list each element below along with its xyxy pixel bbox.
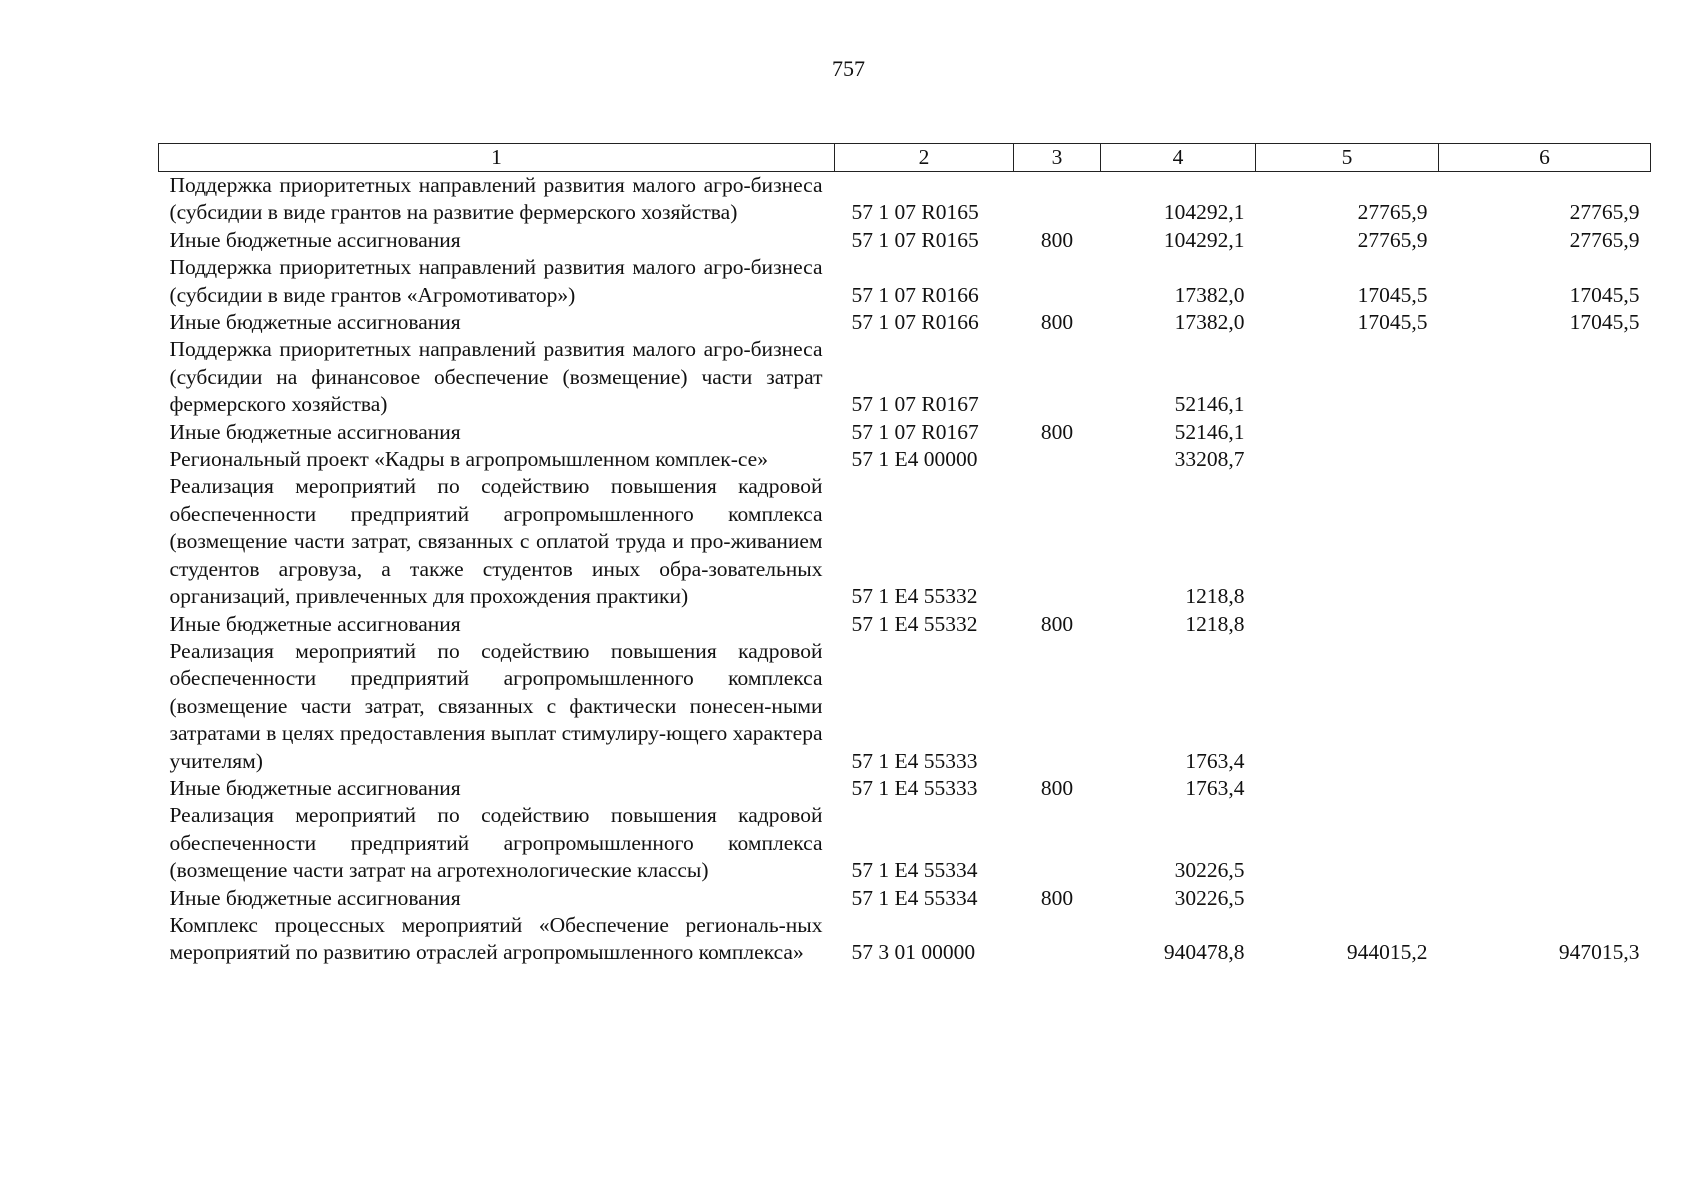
header-col-6: 6 <box>1439 144 1651 172</box>
row-name-cell: Иные бюджетные ассигнования <box>169 227 461 252</box>
row-name-cell: Иные бюджетные ассигнования <box>169 885 461 910</box>
row-amount-col5-cell <box>1256 336 1439 418</box>
table-row <box>159 309 1651 336</box>
row-expense-type-cell: 800 <box>1040 310 1074 335</box>
row-expense-type-cell: 800 <box>1040 885 1074 910</box>
row-amount-col4-cell: 1763,4 <box>1185 775 1245 800</box>
row-code-cell: 57 1 Е4 55334 <box>851 858 978 883</box>
row-amount-col6-cell: 17045,5 <box>1569 310 1640 335</box>
row-code-cell: 57 1 Е4 55332 <box>851 584 978 609</box>
row-amount-col6-cell <box>1439 802 1651 884</box>
table-row <box>159 172 1651 227</box>
table-row <box>159 912 1651 967</box>
row-amount-col6-cell: 27765,9 <box>1569 227 1640 252</box>
row-name-cell: Региональный проект «Кадры в агропромышленном комплек-се» <box>169 447 768 472</box>
row-amount-col4-cell: 30226,5 <box>1174 885 1245 910</box>
header-col-4: 4 <box>1101 144 1256 172</box>
header-col-3: 3 <box>1014 144 1101 172</box>
row-name-cell: Реализация мероприятий по содействию повышения кадровой обеспеченности предприятий агропромышленного комплекса (возмещение части затрат, связанных с фактически понесен-ными затратами в целях предоставления выплат стимулиру-ющего характера учителям) <box>169 638 823 773</box>
row-amount-col5-cell <box>1256 775 1439 802</box>
row-expense-type-cell <box>1014 473 1101 610</box>
table-row <box>159 473 1651 610</box>
row-amount-col5-cell: 27765,9 <box>1357 227 1428 252</box>
table-row <box>159 227 1651 254</box>
row-amount-col4-cell: 52146,1 <box>1174 419 1245 444</box>
row-code-cell: 57 1 Е4 55334 <box>851 885 978 910</box>
table-row <box>159 254 1651 309</box>
row-code-cell: 57 1 Е4 55332 <box>851 611 978 636</box>
table-row <box>159 638 1651 775</box>
row-amount-col4-cell: 33208,7 <box>1174 447 1245 472</box>
row-amount-col5-cell <box>1256 473 1439 610</box>
table-body <box>159 172 1651 967</box>
table-row <box>159 802 1651 884</box>
row-amount-col6-cell <box>1439 473 1651 610</box>
row-amount-col5-cell <box>1256 419 1439 446</box>
row-expense-type-cell <box>1014 912 1101 967</box>
row-amount-col4-cell: 17382,0 <box>1174 310 1245 335</box>
row-amount-col5-cell <box>1256 611 1439 638</box>
row-code-cell: 57 1 07 R0167 <box>851 419 979 444</box>
row-expense-type-cell <box>1014 446 1101 473</box>
row-expense-type-cell <box>1014 802 1101 884</box>
row-code-cell: 57 1 07 R0166 <box>851 282 979 307</box>
table-row <box>159 419 1651 446</box>
row-amount-col5-cell <box>1256 446 1439 473</box>
row-amount-col5-cell <box>1256 638 1439 775</box>
row-amount-col4-cell: 1218,8 <box>1185 611 1245 636</box>
table-row <box>159 336 1651 418</box>
row-expense-type-cell <box>1014 336 1101 418</box>
row-code-cell: 57 1 07 R0166 <box>851 310 979 335</box>
row-amount-col4-cell: 52146,1 <box>1174 392 1245 417</box>
row-name-cell: Поддержка приоритетных направлений развития малого агро-бизнеса (субсидии в виде грантов на развитие фермерского хозяйства) <box>169 173 823 225</box>
row-amount-col5-cell <box>1256 802 1439 884</box>
row-amount-col6-cell <box>1439 775 1651 802</box>
row-name-cell: Реализация мероприятий по содействию повышения кадровой обеспеченности предприятий агропромышленного комплекса (возмещение части затрат, связанных с оплатой труда и про-живанием студентов агровуза, а также студентов иных обра-зовательных организаций, привлеченных для прохождения практики) <box>169 474 823 609</box>
table-row <box>159 446 1651 473</box>
row-name-cell: Иные бюджетные ассигнования <box>169 775 461 800</box>
row-name-cell: Поддержка приоритетных направлений развития малого агро-бизнеса (субсидии в виде грантов «Агромотиватор») <box>169 255 823 307</box>
row-code-cell: 57 1 07 R0167 <box>851 392 979 417</box>
row-expense-type-cell <box>1014 254 1101 309</box>
row-amount-col6-cell: 27765,9 <box>1569 200 1640 225</box>
row-code-cell: 57 3 01 00000 <box>851 940 976 965</box>
row-code-cell: 57 1 Е4 55333 <box>851 775 978 800</box>
row-name-cell: Иные бюджетные ассигнования <box>169 419 461 444</box>
row-name-cell: Реализация мероприятий по содействию повышения кадровой обеспеченности предприятий агропромышленного комплекса (возмещение части затрат на агротехнологические классы) <box>169 803 823 883</box>
table-row <box>159 885 1651 912</box>
row-amount-col4-cell: 940478,8 <box>1163 940 1245 965</box>
row-amount-col5-cell: 17045,5 <box>1357 282 1428 307</box>
row-amount-col6-cell <box>1439 611 1651 638</box>
row-amount-col4-cell: 30226,5 <box>1174 858 1245 883</box>
header-row <box>159 144 1651 172</box>
table-header <box>159 144 1651 172</box>
row-expense-type-cell <box>1014 172 1101 227</box>
row-amount-col4-cell: 17382,0 <box>1174 282 1245 307</box>
header-col-1: 1 <box>159 144 835 172</box>
row-amount-col6-cell <box>1439 419 1651 446</box>
table-row <box>159 775 1651 802</box>
row-code-cell: 57 1 Е4 00000 <box>851 447 978 472</box>
row-amount-col6-cell <box>1439 336 1651 418</box>
row-code-cell: 57 1 07 R0165 <box>851 200 979 225</box>
row-name-cell: Комплекс процессных мероприятий «Обеспечение региональ-ных мероприятий по развитию отраслей агропромышленного комплекса» <box>169 912 823 965</box>
row-name-cell: Поддержка приоритетных направлений развития малого агро-бизнеса (субсидии на финансовое обеспечение (возмещение) части затрат фермерского хозяйства) <box>169 337 823 417</box>
row-amount-col4-cell: 104292,1 <box>1163 227 1245 252</box>
row-name-cell: Иные бюджетные ассигнования <box>169 310 461 335</box>
header-col-2: 2 <box>835 144 1014 172</box>
row-amount-col5-cell <box>1256 885 1439 912</box>
row-code-cell: 57 1 07 R0165 <box>851 227 979 252</box>
row-expense-type-cell: 800 <box>1040 419 1074 444</box>
row-amount-col6-cell <box>1439 638 1651 775</box>
row-amount-col4-cell: 1763,4 <box>1185 748 1245 773</box>
row-amount-col5-cell: 27765,9 <box>1357 200 1428 225</box>
row-code-cell: 57 1 Е4 55333 <box>851 748 978 773</box>
row-amount-col4-cell: 1218,8 <box>1185 584 1245 609</box>
row-expense-type-cell <box>1014 638 1101 775</box>
header-col-5: 5 <box>1256 144 1439 172</box>
row-name-cell: Иные бюджетные ассигнования <box>169 611 461 636</box>
budget-table <box>158 143 1651 967</box>
row-expense-type-cell: 800 <box>1040 775 1074 800</box>
row-expense-type-cell: 800 <box>1040 611 1074 636</box>
row-amount-col6-cell <box>1439 446 1651 473</box>
row-amount-col6-cell <box>1439 885 1651 912</box>
row-amount-col5-cell: 944015,2 <box>1346 940 1428 965</box>
page-number: 757 <box>832 56 865 81</box>
row-amount-col6-cell: 947015,3 <box>1558 940 1640 965</box>
row-amount-col4-cell: 104292,1 <box>1163 200 1245 225</box>
table-row <box>159 611 1651 638</box>
row-amount-col5-cell: 17045,5 <box>1357 310 1428 335</box>
row-expense-type-cell: 800 <box>1040 227 1074 252</box>
row-amount-col6-cell: 17045,5 <box>1569 282 1640 307</box>
